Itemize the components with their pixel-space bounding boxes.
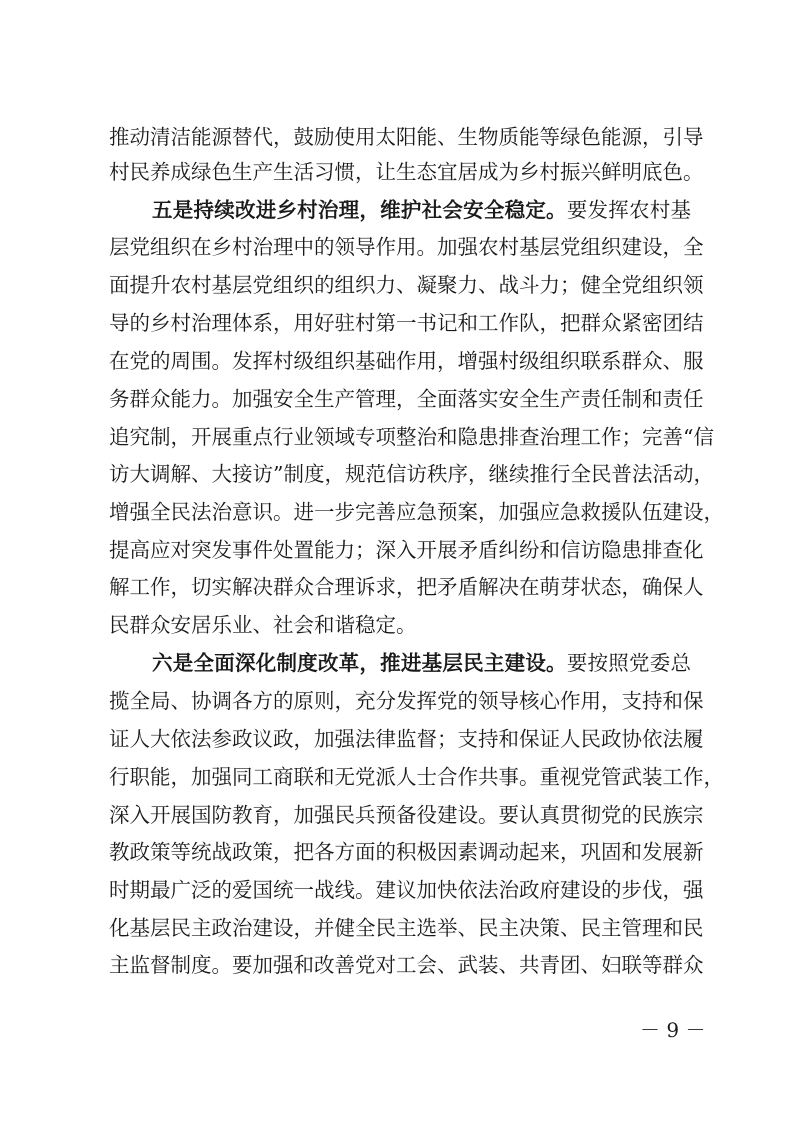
- text-line: 揽全局、协调各方的原则，充分发挥党的领导核心作用，支持和保: [109, 689, 704, 713]
- section5-first-line: [152, 198, 691, 222]
- text-line: 追究制，开展重点行业领域专项整治和隐患排查治理工作；完善“信: [109, 425, 714, 449]
- text-line: 解工作，切实解决群众合理诉求，把矛盾解决在萌芽状态，确保人: [109, 575, 704, 599]
- section6-lead: 六是全面深化制度改革，推进基层民主建设。: [152, 651, 567, 675]
- text-line: 增强全民法治意识。进一步完善应急预案，加强应急救援队伍建设，: [109, 500, 724, 524]
- text-line: 证人大依法参政议政，加强法律监督；支持和保证人民政协依法履: [109, 727, 704, 751]
- section6-first-line-rest: 要按照党委总: [566, 651, 692, 675]
- text-line: 提高应对突发事件处置能力；深入开展矛盾纠纷和信访隐患排查化: [109, 538, 704, 562]
- text-line: 教政策等统战政策，把各方面的积极因素调动起来，巩固和发展新: [109, 840, 704, 864]
- section5-lead: 五是持续改进乡村治理，维护社会安全稳定。: [152, 198, 567, 222]
- section6-first-line: [152, 651, 691, 675]
- text-line: 民群众安居乐业、社会和谐稳定。: [109, 613, 417, 637]
- text-line: 主监督制度。要加强和改善党对工会、武装、共青团、妇联等群众: [109, 953, 704, 977]
- text-line: 深入开展国防教育，加强民兵预备役建设。要认真贯彻党的民族宗: [109, 803, 704, 827]
- section5-first-line-rest: 要发挥农村基: [566, 198, 692, 222]
- text-line: 推动清洁能源替代，鼓励使用太阳能、生物质能等绿色能源，引导: [109, 125, 704, 149]
- text-line: 在党的周围。发挥村级组织基础作用，增强村级组织联系群众、服: [109, 349, 704, 373]
- text-line: 村民养成绿色生产生活习惯，让生态宜居成为乡村振兴鲜明底色。: [109, 160, 704, 184]
- text-line: 面提升农村基层党组织的组织力、凝聚力、战斗力；健全党组织领: [109, 273, 704, 297]
- text-line: 行职能，加强同工商联和无党派人士合作共事。重视党管武装工作，: [109, 765, 724, 789]
- text-line: 时期最广泛的爱国统一战线。建议加快依法治政府建设的步伐，强: [109, 878, 704, 902]
- text-line: 务群众能力。加强安全生产管理，全面落实安全生产责任制和责任: [109, 387, 704, 411]
- text-line: 层党组织在乡村治理中的领导作用。加强农村基层党组织建设，全: [109, 235, 704, 259]
- page-number: － 9 －: [640, 1018, 706, 1042]
- text-line: 导的乡村治理体系，用好驻村第一书记和工作队，把群众紧密团结: [109, 311, 704, 335]
- text-line: 访大调解、大接访”制度，规范信访秩序，继续推行全民普法活动，: [109, 462, 714, 486]
- text-line: 化基层民主政治建设，并健全民主选举、民主决策、民主管理和民: [109, 916, 704, 940]
